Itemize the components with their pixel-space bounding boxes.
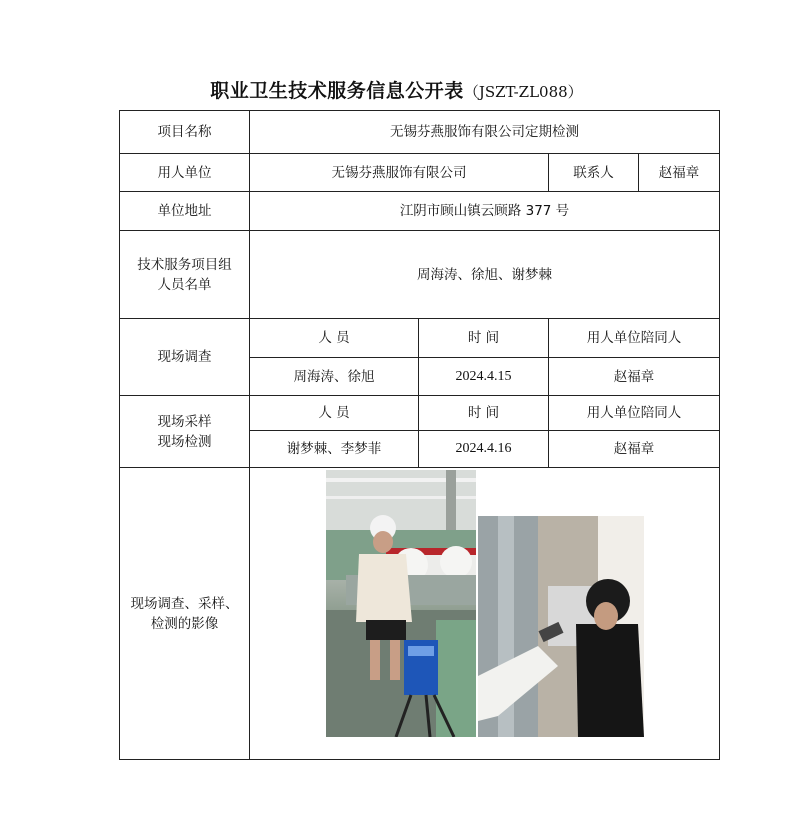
address-value: 江阴市顾山镇云顾路 377 号	[250, 192, 720, 231]
team-label-line2: 人员名单	[157, 276, 212, 293]
team-label-line1: 技术服务项目组	[137, 256, 232, 273]
survey-companion: 赵福章	[549, 358, 720, 396]
employer-value: 无锡芬燕服饰有限公司	[250, 154, 549, 192]
site-photo-sampling	[478, 516, 644, 737]
images-label-line1: 现场调查、采样、	[130, 595, 239, 612]
survey-label: 现场调查	[120, 319, 250, 396]
employer-label: 用人单位	[120, 154, 250, 192]
survey-time: 2024.4.15	[419, 358, 549, 396]
survey-people: 周海涛、徐旭	[250, 358, 419, 396]
sampling-label	[120, 396, 250, 468]
sampling-people: 谢梦棘、李梦菲	[250, 431, 419, 468]
form-code: （JSZT-ZL088）	[463, 83, 583, 101]
site-photo-survey	[326, 470, 476, 737]
contact-label: 联系人	[549, 154, 639, 192]
row-team	[120, 231, 720, 319]
survey-header-companion: 用人单位陪同人	[549, 319, 720, 358]
sampling-label-line1: 现场采样	[157, 413, 212, 430]
title-main: 职业卫生技术服务信息公开表	[210, 80, 464, 102]
photo-area	[250, 469, 719, 759]
sampling-label-line2: 现场检测	[157, 433, 212, 450]
sampling-header-time: 时 间	[419, 396, 549, 431]
row-employer	[120, 154, 720, 192]
row-sampling-header	[120, 396, 720, 431]
sampling-header-people: 人 员	[250, 396, 419, 431]
survey-header-time: 时 间	[419, 319, 549, 358]
sampling-companion: 赵福章	[549, 431, 720, 468]
images-label	[120, 468, 250, 760]
row-images	[120, 468, 720, 760]
sampling-header-companion: 用人单位陪同人	[549, 396, 720, 431]
images-label-line2: 检测的影像	[150, 615, 219, 632]
sampling-time: 2024.4.16	[419, 431, 549, 468]
team-label	[120, 231, 250, 319]
survey-header-people: 人 员	[250, 319, 419, 358]
project-label: 项目名称	[120, 111, 250, 154]
row-survey-header	[120, 319, 720, 358]
row-address	[120, 192, 720, 231]
project-value: 无锡芬燕服饰有限公司定期检测	[250, 111, 720, 154]
page-title	[0, 76, 793, 103]
row-project	[120, 111, 720, 154]
team-value: 周海涛、徐旭、谢梦棘	[250, 231, 720, 319]
contact-value: 赵福章	[639, 154, 720, 192]
address-label: 单位地址	[120, 192, 250, 231]
info-table	[119, 110, 720, 760]
images-cell	[250, 468, 720, 760]
